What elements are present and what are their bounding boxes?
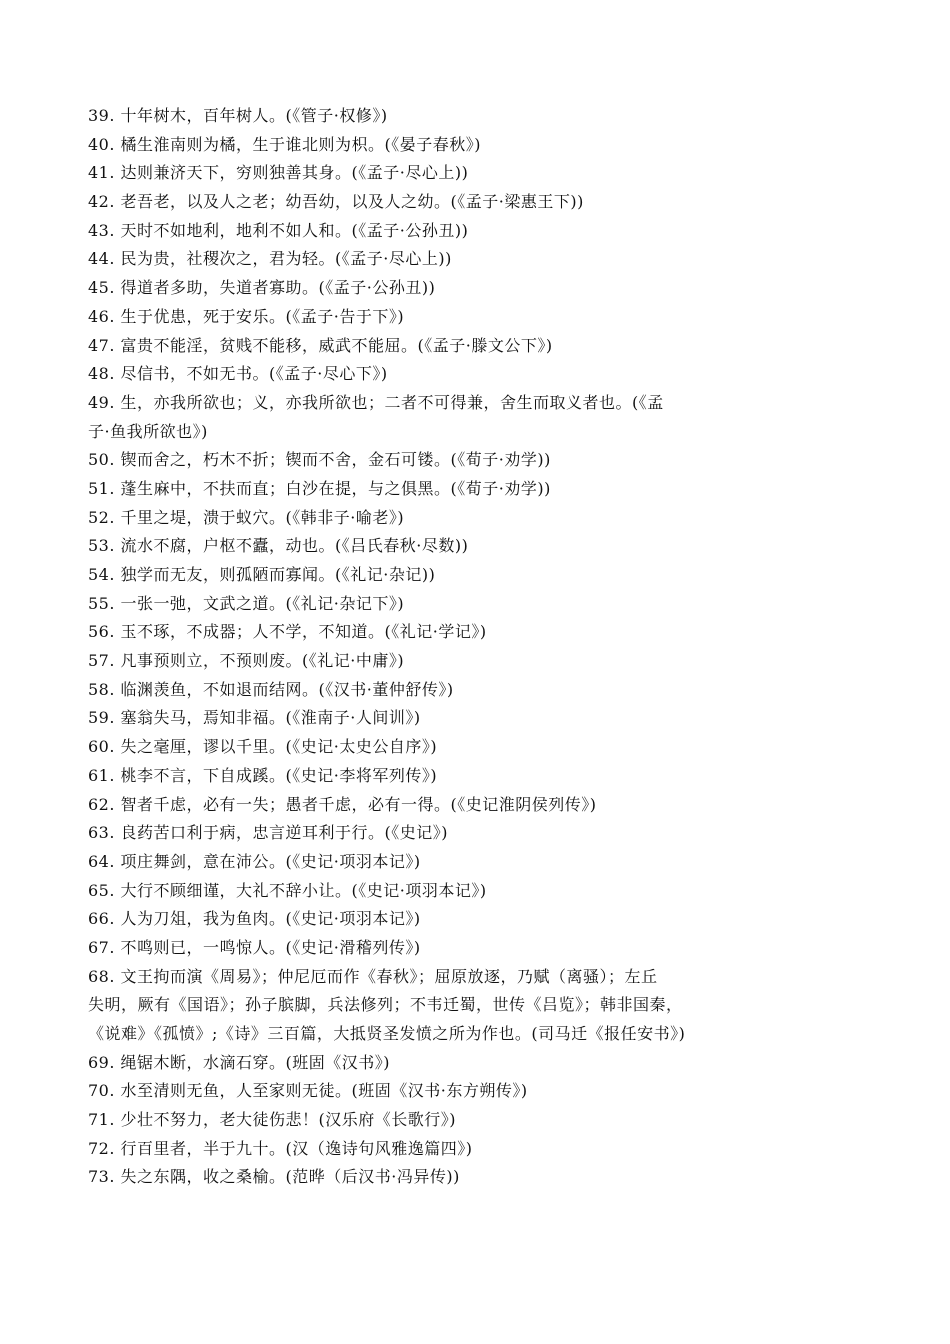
list-item: 48. 尽信书，不如无书。(《孟子·尽心下》) <box>88 364 388 384</box>
list-item: 40. 橘生淮南则为橘，生于谁北则为枳。(《晏子春秋》) <box>88 134 482 154</box>
list-item: 68. 文王拘而演《周易》；仲尼厄而作《春秋》；屈原放逐，乃赋（离骚）；左丘 <box>88 966 658 986</box>
list-item: 59. 塞翁失马，焉知非福。(《淮南子·人间训》) <box>88 708 421 728</box>
list-item: 64. 项庄舞剑，意在沛公。(《史记·项羽本记》) <box>88 851 421 871</box>
list-item: 61. 桃李不言，下自成蹊。(《史记·李将军列传》) <box>88 765 438 785</box>
list-item: 67. 不鸣则已，一鸣惊人。(《史记·滑稽列传》) <box>88 937 421 957</box>
list-item: 73. 失之东隅，收之桑榆。(范晔（后汉书·冯异传)) <box>88 1167 460 1187</box>
list-item: 56. 玉不琢，不成器；人不学，不知道。(《礼记·学记》) <box>88 622 487 642</box>
quote-list <box>88 102 868 1192</box>
list-item: 63. 良药苦口利于病，忠言逆耳利于行。(《史记》) <box>88 823 449 843</box>
list-item: 54. 独学而无友，则孤陋而寡闻。(《礼记·杂记)) <box>88 565 436 584</box>
list-item: 57. 凡事预则立，不预则废。(《礼记·中庸》) <box>88 651 405 671</box>
list-item: 71. 少壮不努力，老大徒伤悲！(汉乐府《长歌行》) <box>88 1110 457 1130</box>
list-item: 60. 失之毫厘，谬以千里。(《史记·太史公自序》) <box>88 737 438 757</box>
list-item-continuation: 子·鱼我所欲也》) <box>88 421 208 441</box>
list-item: 62. 智者千虑，必有一失；愚者千虑，必有一得。(《史记淮阴侯列传》) <box>88 794 597 814</box>
list-item-continuation: 失明，厥有《国语》；孙子膑脚，兵法修列；不韦迁蜀，世传《吕览》；韩非国秦， <box>88 995 683 1015</box>
list-item-continuation: 《说难》《孤愤》;《诗》三百篇，大抵贤圣发愤之所为作也。(司马迁《报任安书》) <box>88 1024 686 1043</box>
list-item: 39. 十年树木，百年树人。(《管子·权修》) <box>88 106 388 125</box>
list-item: 69. 绳锯木断，水滴石穿。(班固《汉书》) <box>88 1052 391 1072</box>
list-item: 41. 达则兼济天下，穷则独善其身。(《孟子·尽心上)) <box>88 163 469 183</box>
list-item: 43. 天时不如地利，地利不如人和。(《孟子·公孙丑)) <box>88 220 469 240</box>
list-item: 45. 得道者多助，失道者寡助。(《孟子·公孙丑)) <box>88 278 436 298</box>
list-item: 53. 流水不腐，户枢不蠹，动也。(《吕氏春秋·尽数)) <box>88 536 469 556</box>
list-item: 52. 千里之堤，溃于蚁穴。(《韩非子·喻老》) <box>88 507 405 527</box>
list-item: 72. 行百里者，半于九十。(汉（逸诗句风雅逸篇四》) <box>88 1138 473 1158</box>
list-item: 44. 民为贵，社稷次之，君为轻。(《孟子·尽心上)) <box>88 249 452 269</box>
list-item: 51. 蓬生麻中，不扶而直；白沙在提，与之俱黑。(《荀子·劝学)) <box>88 478 551 498</box>
list-item: 58. 临渊羡鱼，不如退而结网。(《汉书·董仲舒传》) <box>88 679 454 699</box>
list-item: 42. 老吾老，以及人之老；幼吾幼，以及人之幼。(《孟子·梁惠王下)) <box>88 192 584 212</box>
list-item: 46. 生于优患，死于安乐。(《孟子·告于下》) <box>88 306 405 326</box>
list-item: 66. 人为刀俎，我为鱼肉。(《史记·项羽本记》) <box>88 909 421 929</box>
list-item: 49. 生，亦我所欲也；义，亦我所欲也；二者不可得兼，舍生而取义者也。(《孟 <box>88 392 664 412</box>
list-item: 47. 富贵不能淫，贫贱不能移，威武不能屈。(《孟子·滕文公下》) <box>88 335 553 355</box>
list-item: 55. 一张一弛，文武之道。(《礼记·杂记下》) <box>88 593 405 613</box>
list-item: 50. 锲而舍之，朽木不折；锲而不舍，金石可镂。(《荀子·劝学)) <box>88 450 551 470</box>
list-item: 65. 大行不顾细谨，大礼不辞小让。(《史记·项羽本记》) <box>88 880 487 900</box>
list-item: 70. 水至清则无鱼，人至家则无徒。(班固《汉书·东方朔传》) <box>88 1081 528 1101</box>
